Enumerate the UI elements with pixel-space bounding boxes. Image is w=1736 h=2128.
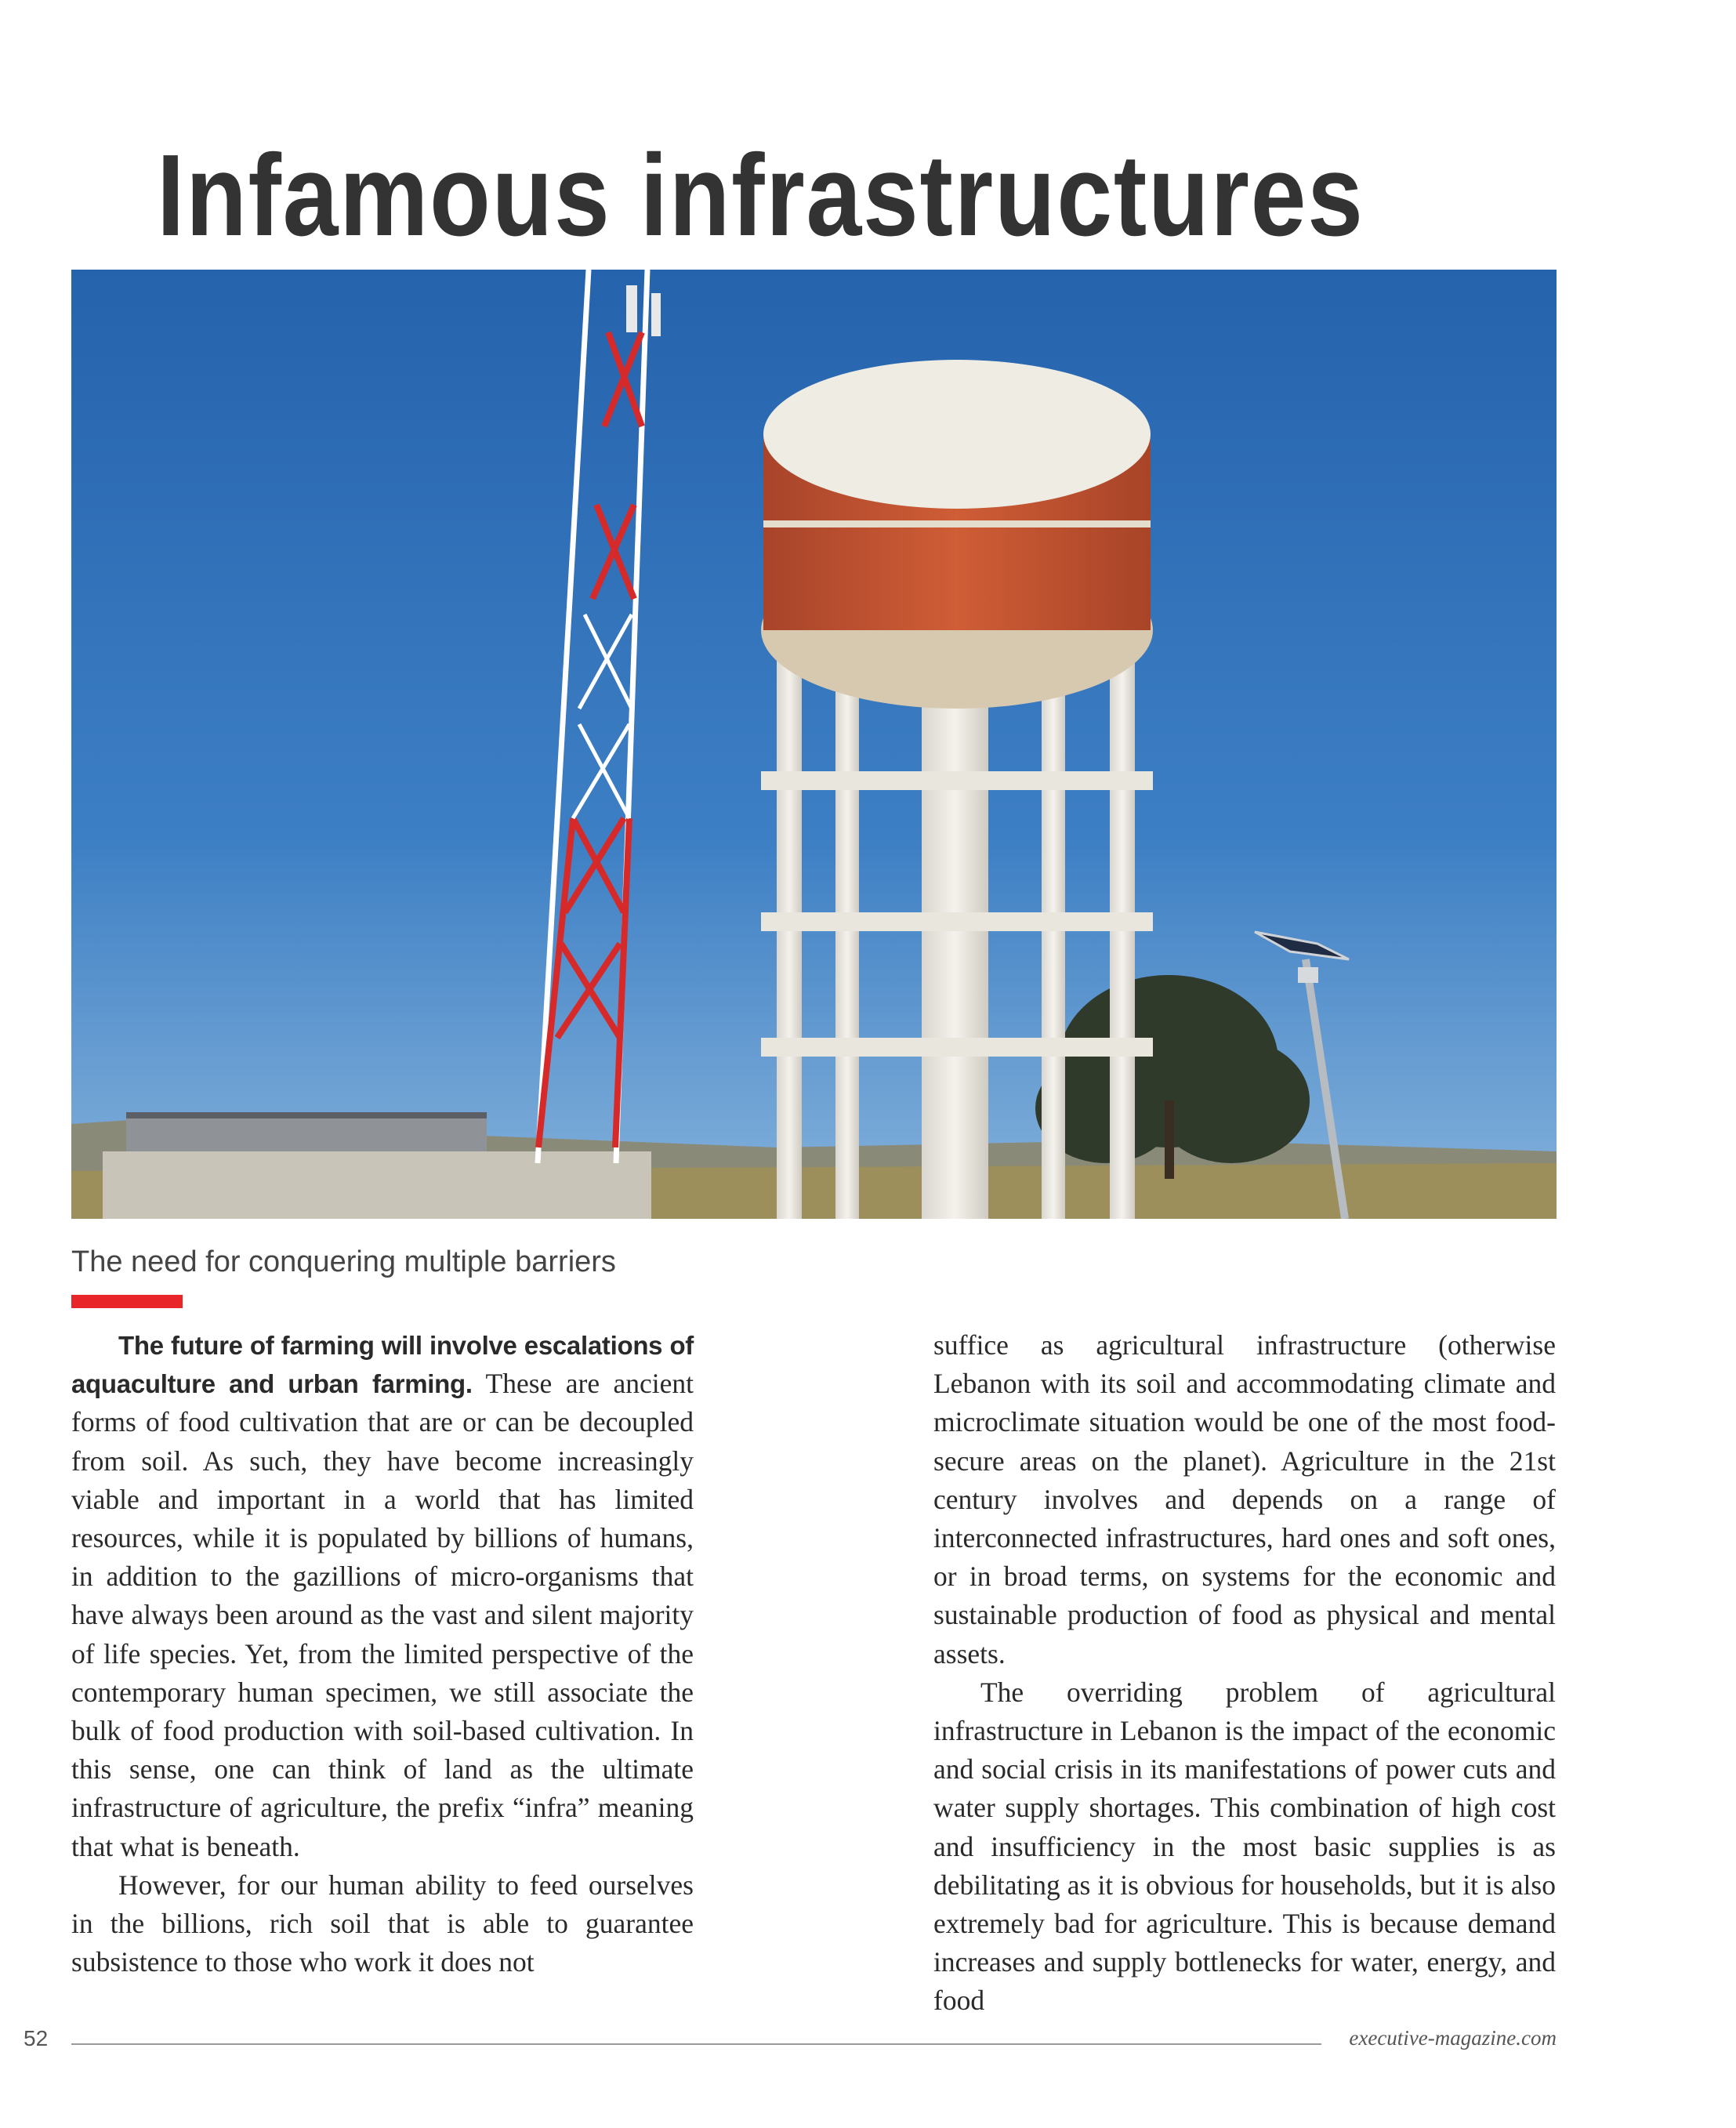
footer-site: executive-magazine.com bbox=[1349, 2026, 1557, 2050]
water-tower-image bbox=[71, 270, 1557, 1219]
body-paragraph: suffice as agricultural infrastructure (otherwise Lebanon with its soil and accommodating climate and microclimate situation would be one of the most food-secure areas on the planet). Agriculture in the 21st century involves and depends on a range of interconnected infrastructures, hard ones and soft ones, or in broad terms, on systems for the economic and sustainable production of food as physical and mental assets. bbox=[933, 1329, 1556, 1669]
body-paragraph: However, for our human ability to feed ourselves in the billions, rich soil that is able to guarantee subsistence to those who work it does not bbox=[71, 1869, 694, 1978]
lead-sentence: The future of farming will involve escalations of aquaculture and urban farming. bbox=[71, 1331, 694, 1399]
page-number: 52 bbox=[24, 2026, 49, 2050]
article-title: Infamous infrastructures bbox=[157, 131, 1365, 260]
body-paragraph: The overriding problem of agricultural infrastructure in Lebanon is the impact of the economic and social crisis in its manifestations of power cuts and water supply shortages. This combination of high cost and insufficiency in the most basic supplies is as debilitating as it is obvious for households, but it is also extremely bad for agriculture. This is because demand increases and supply bottlenecks for water, energy, and food bbox=[933, 1676, 1556, 2017]
lead-paragraph-text: These are ancient forms of food cultivation that are or can be decoupled from soil. As such, they have become increasingly viable and important in a world that has limited resources, while it is populated by billions of humans, in addition to the gazillions of micro-organisms that have always been around as the vast and silent majority of life species. Yet, from the limited perspective of the contemporary human specimen, we still associate the bulk of food production with soil-based cultivation. In this sense, one can think of land as the ultimate infrastructure of agriculture, the prefix “infra” meaning that what is beneath. bbox=[71, 1368, 694, 1862]
article-subtitle: The need for conquering multiple barriers bbox=[71, 1245, 616, 1278]
article-photo bbox=[71, 270, 1557, 1219]
body-column-left bbox=[71, 1326, 694, 1981]
body-column-right bbox=[933, 1326, 1556, 2021]
accent-bar bbox=[71, 1295, 183, 1308]
footer-divider bbox=[71, 2043, 1321, 2045]
body-paragraph bbox=[71, 1326, 694, 1866]
